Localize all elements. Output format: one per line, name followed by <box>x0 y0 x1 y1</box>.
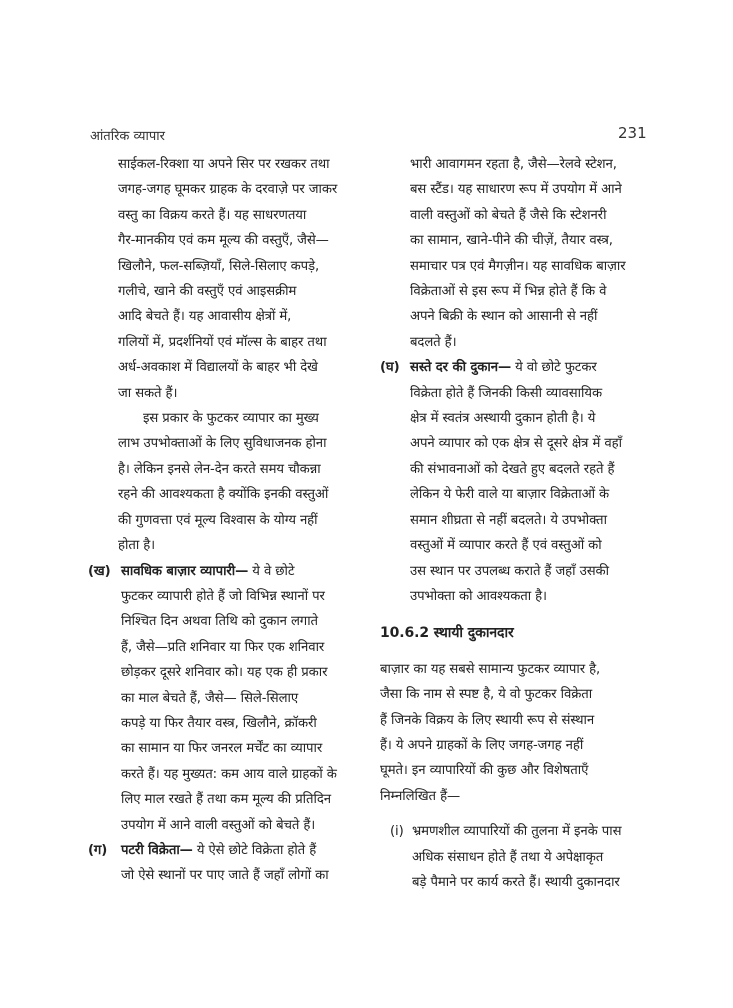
text-line: रहने की आवश्यकता है क्योंकि इनकी वस्तुओं <box>118 487 329 503</box>
text-line: भ्रमणशील व्यापारियों की तुलना में इनके पास <box>412 824 622 840</box>
text-line: इस प्रकार के फुटकर व्यापार का मुख्य <box>143 411 319 427</box>
text-line: घूमते। इन व्यापारियों की कुछ और विशेषताएँ <box>380 763 589 779</box>
text-line: निम्नलिखित हैं— <box>380 788 461 804</box>
list-item-kha <box>88 559 366 838</box>
left-column <box>88 152 366 889</box>
text-line: गलीचे, खाने की वस्तुएँ एवं आइसक्रीम <box>118 284 297 300</box>
text-line: जैसा कि नाम से स्पष्ट है, ये वो फुटकर विक्रेता <box>380 687 593 703</box>
item-first-line <box>410 355 652 380</box>
text-line: जो ऐसे स्थानों पर पाए जाते हैं जहाँ लोगों का <box>121 868 329 884</box>
item-first-line-rest: ये ऐसे छोटे विक्रेता होते हैं <box>192 842 317 858</box>
text-line: समाचार पत्र एवं मैगज़ीन। यह सावधिक बाज़ार <box>410 258 626 274</box>
item-marker: (ख) <box>88 563 111 579</box>
list-item-gha <box>380 355 652 609</box>
text-line: कपड़े या फिर तैयार वस्त्र, खिलौने, क्रॉकरी <box>121 715 317 731</box>
text-line: का सामान या फिर जनरल मर्चेंट का व्यापार <box>121 741 323 757</box>
continued-paragraph <box>380 152 652 355</box>
text-line: समान शीघ्रता से नहीं बदलते। ये उपभोक्ता <box>410 512 607 528</box>
text-line: आदि बेचते हैं। यह आवासीय क्षेत्रों में, <box>118 309 292 325</box>
section-heading: 10.6.2 स्थायी दुकानदार <box>380 625 514 642</box>
text-line: जा सकते हैं। <box>118 385 178 401</box>
text-line: बदलते हैं। <box>410 334 457 350</box>
text-line: वाली वस्तुओं को बेचते हैं जैसे कि स्टेशनरी <box>410 207 607 223</box>
intro-paragraph <box>88 152 366 406</box>
text-line: अर्ध-अवकाश में विद्यालयों के बाहर भी देखे <box>118 360 318 376</box>
item-title: पटरी विक्रेता— <box>121 842 193 858</box>
text-line: हैं। ये अपने ग्राहकों के लिए जगह-जगह नहीं <box>380 737 584 753</box>
item-first-line-rest: ये वे छोटे <box>248 563 295 579</box>
text-line: जगह-जगह घूमकर ग्राहक के दरवाज़े पर जाकर <box>118 182 338 198</box>
item-first-line <box>121 559 366 584</box>
text-line: उपभोक्ता को आवश्यकता है। <box>410 588 547 604</box>
text-line: होता है। <box>118 538 156 554</box>
item-first-line <box>121 838 366 863</box>
text-line: लेकिन ये फेरी वाले या बाज़ार विक्रेताओं के <box>410 487 610 503</box>
text-line: है। लेकिन इनसे लेन-देन करते समय चौकन्ना <box>118 461 321 477</box>
text-line: बाज़ार का यह सबसे सामान्य फुटकर व्यापार है, <box>380 661 601 677</box>
text-line: वस्तुओं में व्यापार करते हैं एवं वस्तुओं को <box>410 538 602 554</box>
list-item-ga <box>88 838 366 889</box>
text-line: विक्रेताओं से इस रूप में भिन्न होते हैं कि वे <box>410 284 607 300</box>
text-line: गलियों में, प्रदर्शनियों एवं मॉल्स के बाहर तथा <box>118 334 327 350</box>
section-paragraph <box>380 657 652 809</box>
text-line: छोड़कर दूसरे शनिवार को। यह एक ही प्रकार <box>121 665 328 681</box>
item-marker: (ग) <box>88 842 108 858</box>
item-first-line-rest: ये वो छोटे फुटकर <box>511 360 597 376</box>
text-line: हैं जिनके विक्रय के लिए स्थायी रूप से संस्थान <box>380 712 595 728</box>
text-line: विक्रेता होते हैं जिनकी किसी व्यावसायिक <box>410 385 602 401</box>
running-head: आंतरिक व्यापार <box>90 129 165 144</box>
item-title: सस्ते दर की दुकान— <box>410 360 512 376</box>
text-line: उपयोग में आने वाली वस्तुओं को बेचते हैं। <box>121 817 316 833</box>
text-line: अधिक संसाधन होते हैं तथा ये अपेक्षाकृत <box>412 849 604 865</box>
item-marker: (घ) <box>380 360 400 376</box>
text-line: बड़े पैमाने पर कार्य करते हैं। स्थायी दुकानदार <box>412 874 620 890</box>
text-line: का सामान, खाने-पीने की चीज़ें, तैयार वस्त्र, <box>410 233 613 249</box>
item-marker: (i) <box>390 824 404 840</box>
advantage-paragraph <box>88 406 366 558</box>
text-line: खिलौने, फल-सब्ज़ियाँ, सिले-सिलाए कपड़े, <box>118 258 320 274</box>
text-line: भारी आवागमन रहता है, जैसे—रेलवे स्टेशन, <box>410 157 617 172</box>
text-line: अपने बिक्री के स्थान को आसानी से नहीं <box>410 309 598 325</box>
text-line: फुटकर व्यापारी होते हैं जो विभिन्न स्थानों पर <box>121 588 325 604</box>
text-line: उस स्थान पर उपलब्ध कराते हैं जहाँ उसकी <box>410 563 609 579</box>
text-line: लाभ उपभोक्ताओं के लिए सुविधाजनक होना <box>118 436 327 452</box>
text-line: की संभावनाओं को देखते हुए बदलते रहते हैं <box>410 461 615 477</box>
text-line: साईकल-रिक्शा या अपने सिर पर रखकर तथा <box>118 157 330 172</box>
text-line: लिए माल रखते हैं तथा कम मूल्य की प्रतिदिन <box>121 792 331 808</box>
text-line: हैं, जैसे—प्रति शनिवार या फिर एक शनिवार <box>121 639 325 655</box>
text-line: अपने व्यापार को एक क्षेत्र से दूसरे क्षेत्र में वहाँ <box>410 436 622 452</box>
text-line: वस्तु का विक्रय करते हैं। यह साधरणतया <box>118 207 307 223</box>
text-line: करते हैं। यह मुख्यत: कम आय वाले ग्राहकों के <box>121 766 337 782</box>
text-line: निश्चित दिन अथवा तिथि को दुकान लगाते <box>121 614 318 630</box>
page-number: 231 <box>618 124 647 142</box>
item-title: सावधिक बाज़ार व्यापारी— <box>121 563 249 579</box>
text-line: की गुणवत्ता एवं मूल्य विश्वास के योग्य नहीं <box>118 512 318 528</box>
text-line: क्षेत्र में स्वतंत्र अस्थायी दुकान होती है। ये <box>410 411 596 427</box>
text-line: बस स्टैंड। यह साधारण रूप में उपयोग में आने <box>410 182 622 198</box>
right-column <box>380 152 652 895</box>
text-line: गैर-मानकीय एवं कम मूल्य की वस्तुएँ, जैसे— <box>118 233 329 249</box>
text-line: का माल बेचते हैं, जैसे— सिले-सिलाए <box>121 690 299 706</box>
sub-list-item-i <box>380 819 652 895</box>
